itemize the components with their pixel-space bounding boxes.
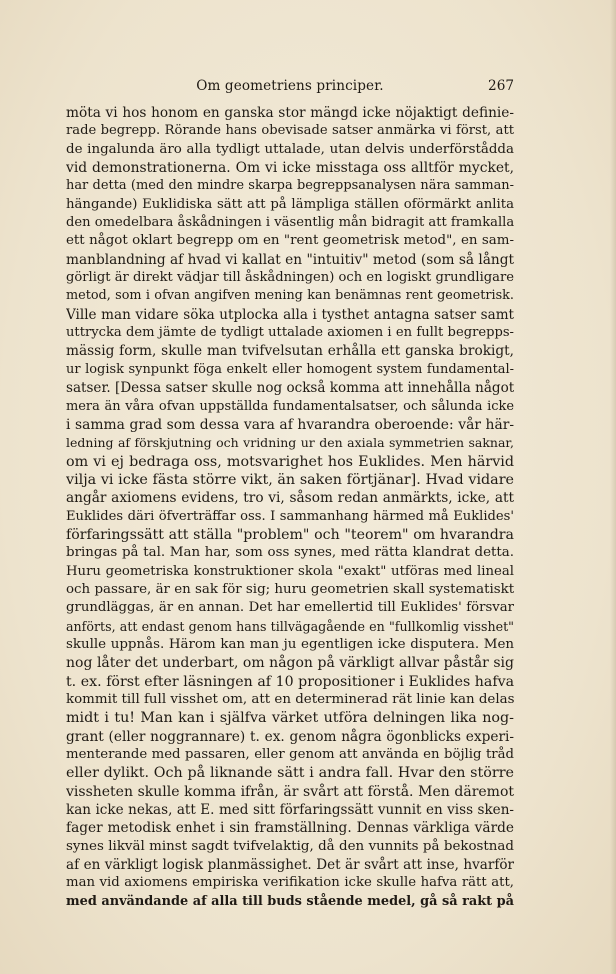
text-line: mera än våra ofvan uppställda fundamentalsatser, och sålunda icke: [66, 398, 514, 414]
text-line: Euklides däri öfverträffar oss. I sammanhang härmed må Euklides': [66, 508, 514, 524]
text-line: nog låter det underbart, om någon på värkligt allvar påstår sig: [66, 655, 514, 672]
text-line: uttrycka dem jämte de tydligt uttalade axiomen i en fullt begrepps-: [66, 325, 514, 341]
text-line: möta vi hos honom en ganska stor mängd icke nöjaktigt definie-: [66, 105, 514, 121]
text-line: vid demonstrationerna. Om vi icke misstaga oss alltför mycket,: [66, 160, 514, 177]
text-line: angår axiomens evidens, tro vi, såsom redan anmärkts, icke, att: [66, 490, 514, 507]
text-line: kan icke nekas, att E. med sitt förfaringssätt vunnit en viss sken-: [66, 802, 514, 819]
text-line: och passare, är en sak för sig; huru geometrien skall systematiskt: [66, 581, 514, 597]
text-line: satser. [Dessa satser skulle nog också komma att innehålla något: [66, 380, 514, 397]
text-line: i samma grad som dessa vara af hvarandra oberoende: vår här-: [66, 416, 514, 433]
text-line: t. ex. först efter läsningen af 10 propositioner i Euklides hafva: [66, 673, 514, 690]
text-line: man vid axiomens empiriska verifikation icke skulle hafva rätt att,: [66, 875, 514, 891]
text-line: skulle uppnås. Härom kan man ju egentligen icke disputera. Men: [66, 636, 514, 652]
text-line: metod, som i ofvan angifven mening kan benämnas rent geometrisk.: [66, 288, 514, 304]
text-line: med användande af alla till buds stående medel, gå så rakt på: [66, 893, 514, 909]
text-line: fager metodisk enhet i sin framställning. Dennas värkliga värde: [66, 820, 514, 837]
text-line: af en värkligt logisk planmässighet. Det är svårt att inse, hvarför: [66, 857, 514, 874]
text-line: vissheten skulle komma ifrån, är svårt att förstå. Men däremot: [66, 783, 514, 800]
text-line: ett något oklart begrepp om en "rent geometrisk metod", en sam-: [66, 233, 514, 249]
text-line: görligt är direkt vädjar till åskådningen) och en logiskt grundligare: [66, 270, 514, 286]
text-line: anförts, att endast genom hans tillvägagående en "fullkomlig visshet": [66, 618, 514, 634]
text-line: de ingalunda äro alla tydligt uttalade, utan delvis underförstådda: [66, 141, 514, 157]
text-line: grant (eller noggrannare) t. ex. genom några ögonblicks experi-: [66, 728, 514, 745]
text-line: rade begrepp. Rörande hans obevisade satser anmärka vi först, att: [66, 123, 514, 139]
text-line: bringas på tal. Man har, som oss synes, med rätta klandrat detta.: [66, 545, 514, 561]
text-line: mässig form, skulle man tvifvelsutan erhålla ett ganska brokigt,: [66, 343, 514, 360]
text-line: vilja vi icke fästa större vikt, än saken förtjänar]. Hvad vidare: [66, 471, 514, 488]
text-line: Huru geometriska konstruktioner skola "exakt" utföras med lineal: [66, 563, 514, 579]
running-head: [66, 77, 514, 95]
text-line: Ville man vidare söka utplocka alla i tysthet antagna satser samt: [66, 306, 514, 323]
text-line: menterande med passaren, eller genom att använda en böjlig tråd: [66, 747, 514, 763]
body-text: [66, 104, 514, 911]
text-line: midt i tu! Man kan i själfva värket utföra delningen lika nog-: [66, 710, 514, 727]
text-line: den omedelbara åskådningen i väsentlig mån bidragit att framkalla: [66, 215, 514, 231]
text-line: kommit till full visshet om, att en determinerad rät linie kan delas: [66, 692, 514, 707]
text-line: synes likväl minst sagdt tvifvelaktig, då den vunnits på bekostnad: [66, 838, 514, 854]
text-line: har detta (med den mindre skarpa begreppsanalysen nära samman-: [66, 178, 514, 194]
page-number: 267: [488, 78, 514, 94]
text-line: grundläggas, är en annan. Det har emellertid till Euklides' försvar: [66, 600, 514, 616]
text-line: manblandning af hvad vi kallat en "intuitiv" metod (som så långt: [66, 251, 514, 268]
text-line: ur logisk synpunkt föga enkelt eller homogent system fundamental-: [66, 361, 514, 377]
text-line: ledning af förskjutning och vridning ur den axiala symmetrien saknar,: [66, 435, 514, 451]
text-line: hängande) Euklidiska sätt att på lämpliga ställen oförmärkt anlita: [66, 196, 514, 212]
page-edge-shadow: [610, 0, 616, 974]
text-line: om vi ej bedraga oss, motsvarighet hos Euklides. Men härvid: [66, 453, 514, 470]
text-line: eller dylikt. Och på liknande sätt i andra fall. Hvar den större: [66, 765, 514, 782]
text-line: förfaringssätt att ställa "problem" och "teorem" om hvarandra: [66, 526, 514, 543]
running-title: Om geometriens principer.: [196, 78, 384, 94]
